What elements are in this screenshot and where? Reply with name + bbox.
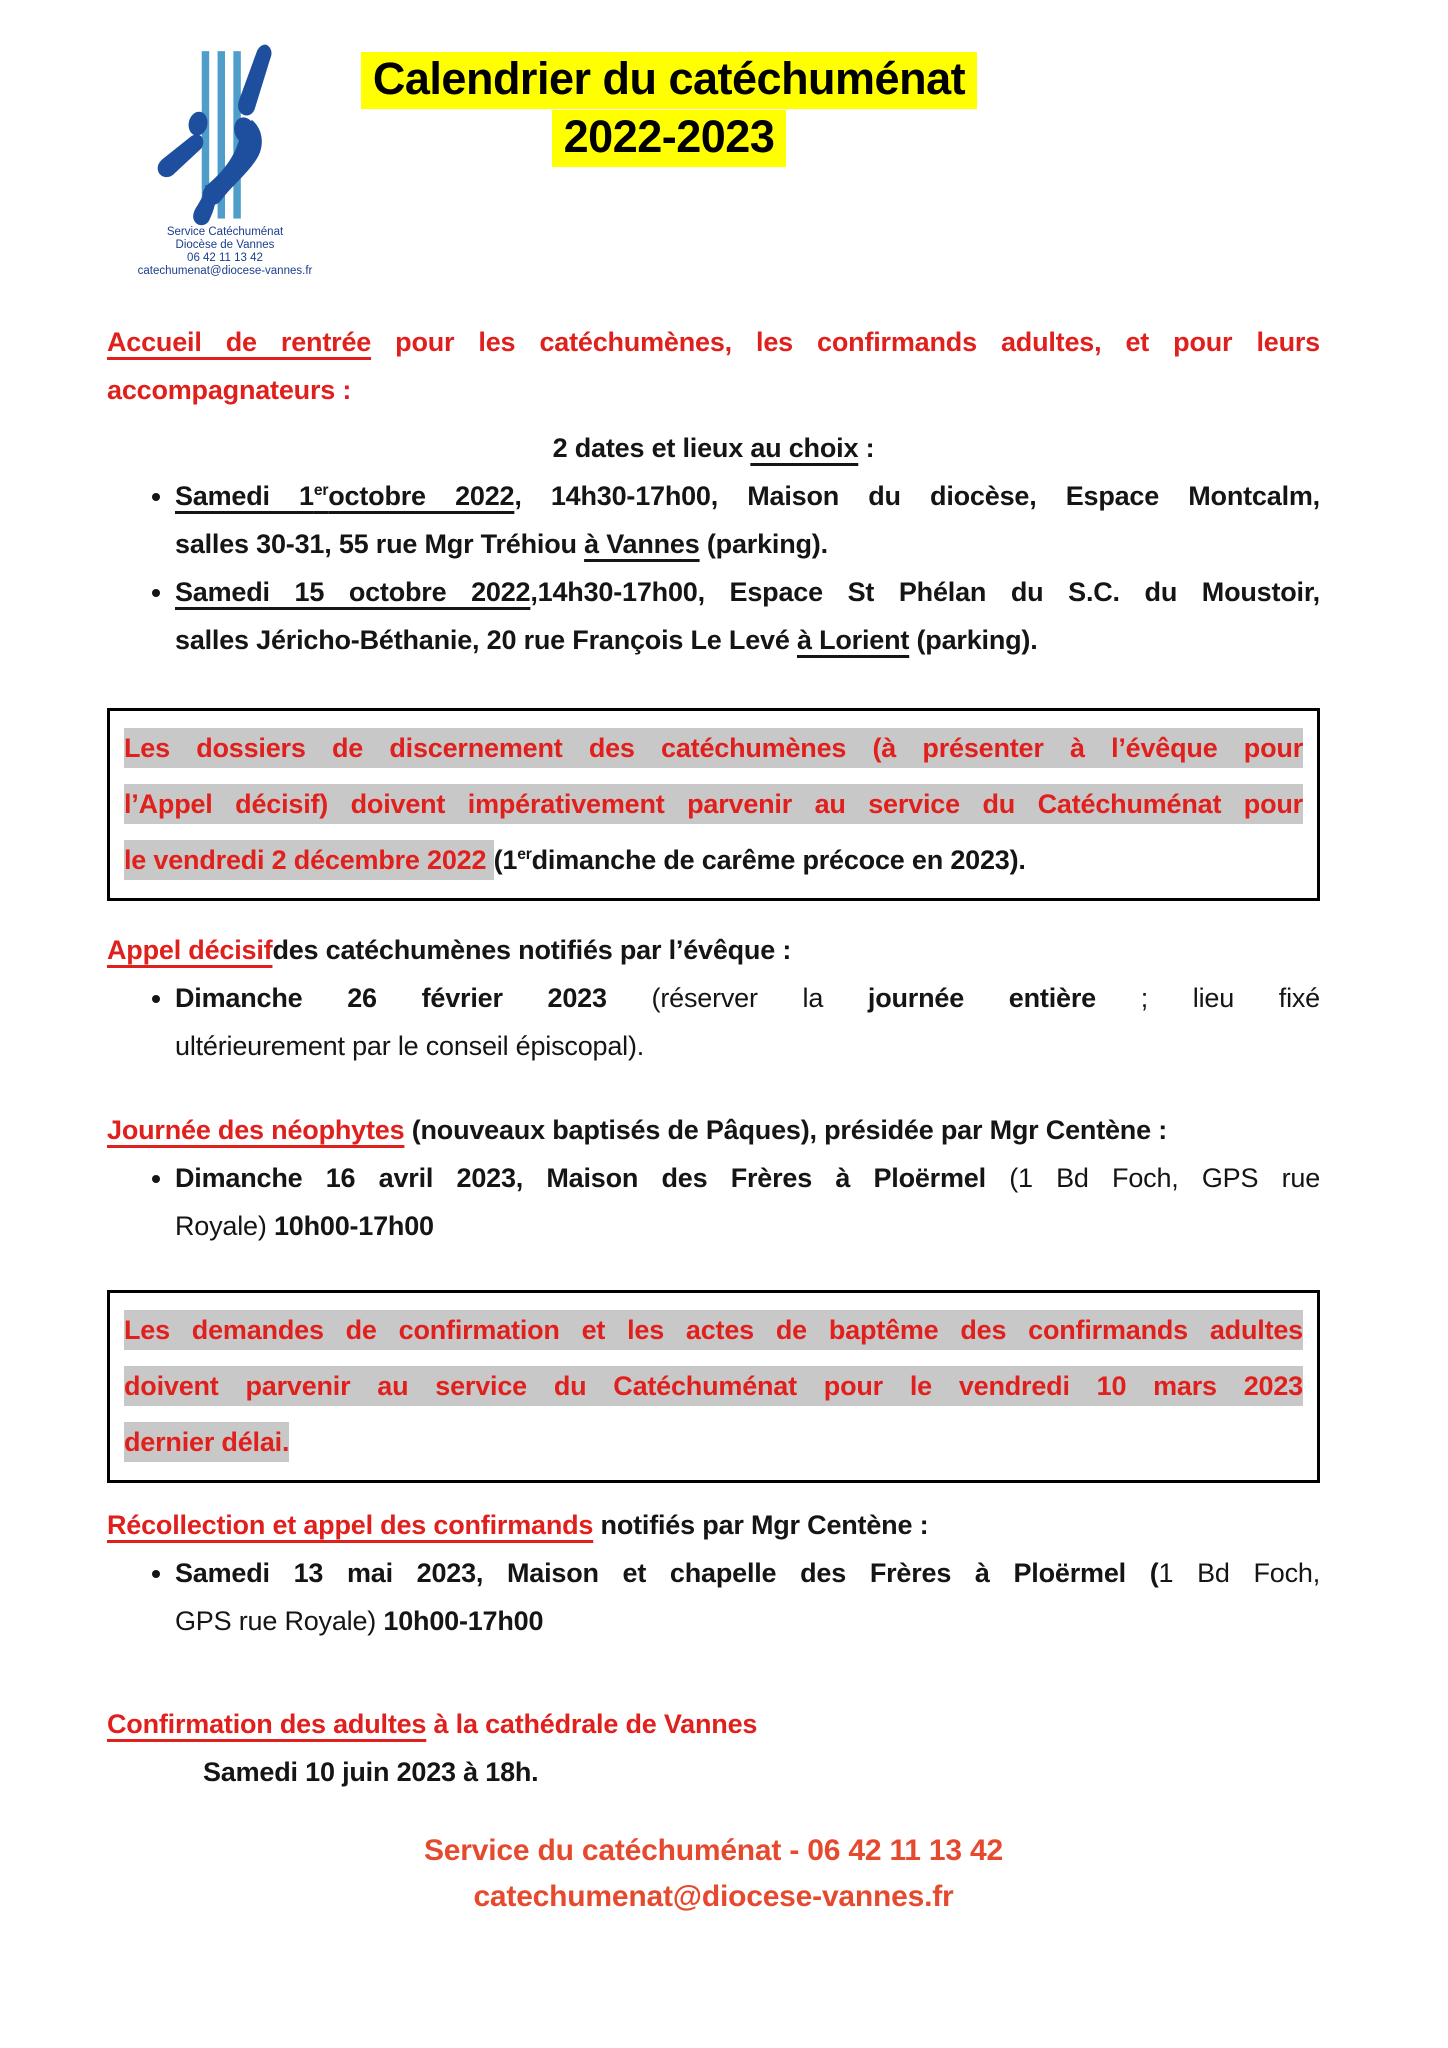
appel-reserver-text: (réserver la xyxy=(606,983,868,1013)
title-line-2: 2022-2023 xyxy=(552,110,787,167)
catechumenat-figures-icon xyxy=(150,40,300,226)
dates-choice-line xyxy=(107,424,1320,472)
bullet-october-1-line2 xyxy=(175,520,1320,568)
bullet-recollection-date xyxy=(175,1549,1320,1645)
dates-choice-colon: : xyxy=(858,433,875,463)
bullet-october-15-parking: (parking). xyxy=(909,625,1038,655)
recollection-bullet-list xyxy=(107,1549,1320,1645)
appel-journee-bold: journée entière xyxy=(867,983,1096,1013)
confirmation-box-line3-wrap xyxy=(124,1414,1303,1470)
discernment-box-note-post: dimanche de carême précoce en 2023). xyxy=(531,845,1026,875)
appel-heading-underlined: Appel décisif xyxy=(107,935,273,965)
bullet-october-1 xyxy=(175,472,1320,568)
bullet-october-1-date xyxy=(175,481,514,511)
dates-choice-pre: 2 dates et lieux xyxy=(552,433,751,463)
accueil-heading-line2: accompagnateurs : xyxy=(107,375,352,405)
bullet-appel-line2: ultérieurement par le conseil épiscopal). xyxy=(175,1031,645,1061)
journee-royale-text: Royale) xyxy=(175,1211,274,1241)
confirmation-box-line2: doivent parvenir au service du Catéchuménat pour le vendredi 10 mars 2023 xyxy=(124,1366,1303,1406)
appel-date-bold: Dimanche 26 février 2023 xyxy=(175,983,607,1013)
journee-date-bold: Dimanche 16 avril 2023, Maison des Frères à Ploërmel xyxy=(175,1163,986,1193)
journee-hours-bold: 10h00-17h00 xyxy=(273,1211,434,1241)
recollection-heading-underlined: Récollection et appel des confirmands xyxy=(107,1510,594,1540)
bullet-appel-line1 xyxy=(175,974,1320,1022)
bullet-october-15-city: à Lorient xyxy=(796,625,910,655)
confirmation-heading xyxy=(107,1700,1320,1748)
logo-caption-email: catechumenat@diocese-vannes.fr xyxy=(137,265,313,277)
recollection-royale-text: GPS rue Royale) xyxy=(175,1606,384,1636)
bullet-october-1-date-pre: Samedi 1 xyxy=(175,481,314,511)
bullet-october-15-line1 xyxy=(175,568,1320,616)
dates-choice-underlined: au choix xyxy=(750,433,859,463)
bullet-appel-date xyxy=(175,974,1320,1070)
accueil-heading-underlined: Accueil de rentrée xyxy=(107,327,372,357)
confirmation-box-line2-wrap xyxy=(124,1358,1303,1414)
logo-caption-diocese: Diocèse de Vannes xyxy=(175,239,275,251)
logo-caption-phone: 06 42 11 13 42 xyxy=(187,252,263,264)
confirmation-box-deadline: dernier délai. xyxy=(124,1422,289,1462)
bullet-journee-line1 xyxy=(175,1154,1320,1202)
recollection-date-bold: Samedi 13 mai 2023, Maison et chapelle des Frères à Ploërmel ( xyxy=(175,1558,1159,1588)
recollection-hours-bold: 10h00-17h00 xyxy=(383,1606,544,1636)
journee-heading-rest: (nouveaux baptisés de Pâques), présidée par Mgr Centène : xyxy=(404,1115,1167,1145)
journee-heading-underlined: Journée des néophytes xyxy=(107,1115,405,1145)
accueil-heading-rest: pour les catéchumènes, les confirmands adultes, et pour leurs xyxy=(371,327,1320,357)
bullet-october-15-date: Samedi 15 octobre 2022 xyxy=(175,577,531,607)
bullet-october-1-address: salles 30-31, 55 rue Mgr Tréhiou xyxy=(175,529,585,559)
document-footer xyxy=(107,1828,1320,1920)
bullet-october-15 xyxy=(175,568,1320,664)
title-line-1: Calendrier du catéchuménat xyxy=(361,52,977,109)
journee-heading xyxy=(107,1106,1320,1154)
journee-gps-text: (1 Bd Foch, GPS rue xyxy=(985,1163,1321,1193)
discernment-box-note-pre: (1 xyxy=(493,845,518,875)
logo-caption-service: Service Catéchuménat xyxy=(166,226,284,238)
discernment-box-line2: l’Appel décisif) doivent impérativement parvenir au service du Catéchuménat pour xyxy=(124,784,1303,824)
confirmation-box-line1-wrap xyxy=(124,1302,1303,1358)
journee-bullet-list xyxy=(107,1154,1320,1250)
appel-heading-rest: des catéchumènes notifiés par l’évêque : xyxy=(272,935,792,965)
accueil-heading-line1 xyxy=(107,318,1320,366)
discernment-deadline-box xyxy=(107,708,1320,901)
diocese-logo xyxy=(100,40,350,278)
confirmation-heading-rest: à la cathédrale de Vannes xyxy=(426,1709,758,1739)
discernment-box-line2-wrap xyxy=(124,776,1303,832)
bullet-october-15-rest: ,14h30-17h00, Espace St Phélan du S.C. du Moustoir, xyxy=(530,577,1320,607)
appel-heading xyxy=(107,926,1320,974)
bullet-october-1-date-post: octobre 2022 xyxy=(328,481,515,511)
confirmation-date-line: Samedi 10 juin 2023 à 18h. xyxy=(203,1757,539,1787)
appel-bullet-list xyxy=(107,974,1320,1070)
bullet-journee-date xyxy=(175,1154,1320,1250)
bullet-october-1-parking: (parking). xyxy=(699,529,828,559)
discernment-box-note-sup: er xyxy=(517,846,532,863)
bullet-october-15-address: salles Jéricho-Béthanie, 20 rue François Le Levé xyxy=(175,625,797,655)
bullet-october-1-date-sup: er xyxy=(313,482,329,499)
document-body xyxy=(0,318,1448,1920)
bullet-october-15-line2 xyxy=(175,616,1320,664)
discernment-box-deadline: le vendredi 2 décembre 2022 xyxy=(124,840,494,880)
bullet-october-1-city: à Vannes xyxy=(584,529,700,559)
recollection-gps-text: 1 Bd Foch, xyxy=(1158,1558,1320,1588)
accueil-heading xyxy=(107,318,1320,414)
discernment-box-line3-wrap xyxy=(124,832,1303,888)
discernment-box-line1-wrap xyxy=(124,720,1303,776)
logo-caption xyxy=(100,226,350,278)
bullet-journee-line2 xyxy=(175,1202,1320,1250)
confirmation-heading-underlined: Confirmation des adultes xyxy=(107,1709,427,1739)
appel-lieu-text: ; lieu fixé xyxy=(1095,983,1320,1013)
bullet-october-1-line1 xyxy=(175,472,1320,520)
accueil-bullet-list xyxy=(107,472,1320,664)
bullet-recollection-line1 xyxy=(175,1549,1320,1597)
bullet-october-1-rest: , 14h30-17h00, Maison du diocèse, Espace Montcalm, xyxy=(514,481,1320,511)
confirmation-deadline-box xyxy=(107,1290,1320,1483)
recollection-heading-rest: notifiés par Mgr Centène : xyxy=(593,1510,929,1540)
footer-email-line: catechumenat@diocese-vannes.fr xyxy=(473,1880,954,1913)
footer-phone-line: Service du catéchuménat - 06 42 11 13 42 xyxy=(423,1834,1003,1867)
discernment-box-line1: Les dossiers de discernement des catéchumènes (à présenter à l’évêque pour xyxy=(124,728,1303,768)
recollection-heading xyxy=(107,1501,1320,1549)
confirmation-box-line1: Les demandes de confirmation et les actes de baptême des confirmands adultes xyxy=(124,1310,1303,1350)
bullet-recollection-line2 xyxy=(175,1597,1320,1645)
